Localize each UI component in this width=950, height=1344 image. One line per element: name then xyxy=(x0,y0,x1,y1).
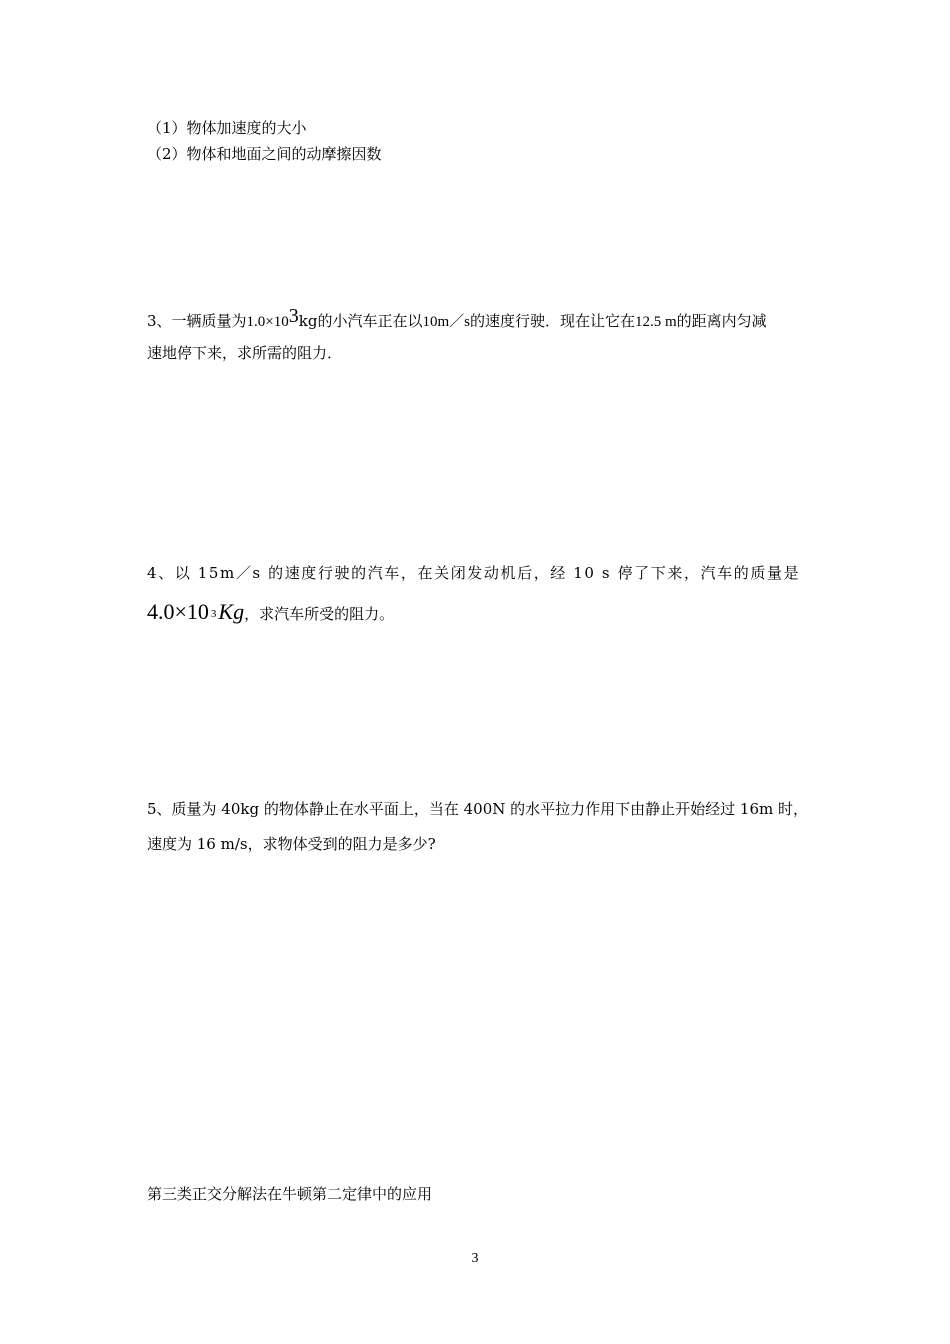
question-4-line-1: 4、以 15m／s 的速度行驶的汽车，在关闭发动机后，经 10 s 停了下来，汽车的质量是 xyxy=(147,564,801,582)
q3-mass-base: 1.0×10 xyxy=(246,314,289,330)
question-4-line-2 xyxy=(147,598,394,628)
q2-part-2: （2）物体和地面之间的动摩擦因数 xyxy=(147,145,382,163)
page-number: 3 xyxy=(471,1251,479,1266)
q3-mass-exponent: 3 xyxy=(288,305,299,327)
q4-mass-exponent: 3 xyxy=(210,608,217,620)
question-5-line-1: 5、质量为 40kg 的物体静止在水平面上，当在 400N 的水平拉力作用下由静止开始经过 16m 时， xyxy=(147,800,808,818)
q3-distance: 12.5 m xyxy=(635,314,677,330)
q2-part-1: （1）物体加速度的大小 xyxy=(147,119,307,137)
q3-suffix-c: 的距离内匀减 xyxy=(676,312,767,330)
q4-suffix: ，求汽车所受的阻力。 xyxy=(244,605,395,623)
q3-prefix: 3、一辆质量为 xyxy=(147,312,247,330)
question-3-line-2: 速地停下来，求所需的阻力． xyxy=(147,344,343,362)
question-3-line-1 xyxy=(147,306,767,332)
q3-speed: 10m／s xyxy=(422,314,470,330)
q3-suffix-b: 的速度行驶．现在让它在 xyxy=(469,312,635,330)
q4-mass-base: 4.0×10 xyxy=(147,599,209,624)
q3-suffix-a: kg的小汽车正在以 xyxy=(298,312,423,330)
q4-mass-unit: Kg xyxy=(218,599,245,624)
question-5-line-2: 速度为 16 m/s，求物体受到的阻力是多少? xyxy=(147,835,436,853)
section-heading: 第三类正交分解法在牛顿第二定律中的应用 xyxy=(147,1185,433,1203)
